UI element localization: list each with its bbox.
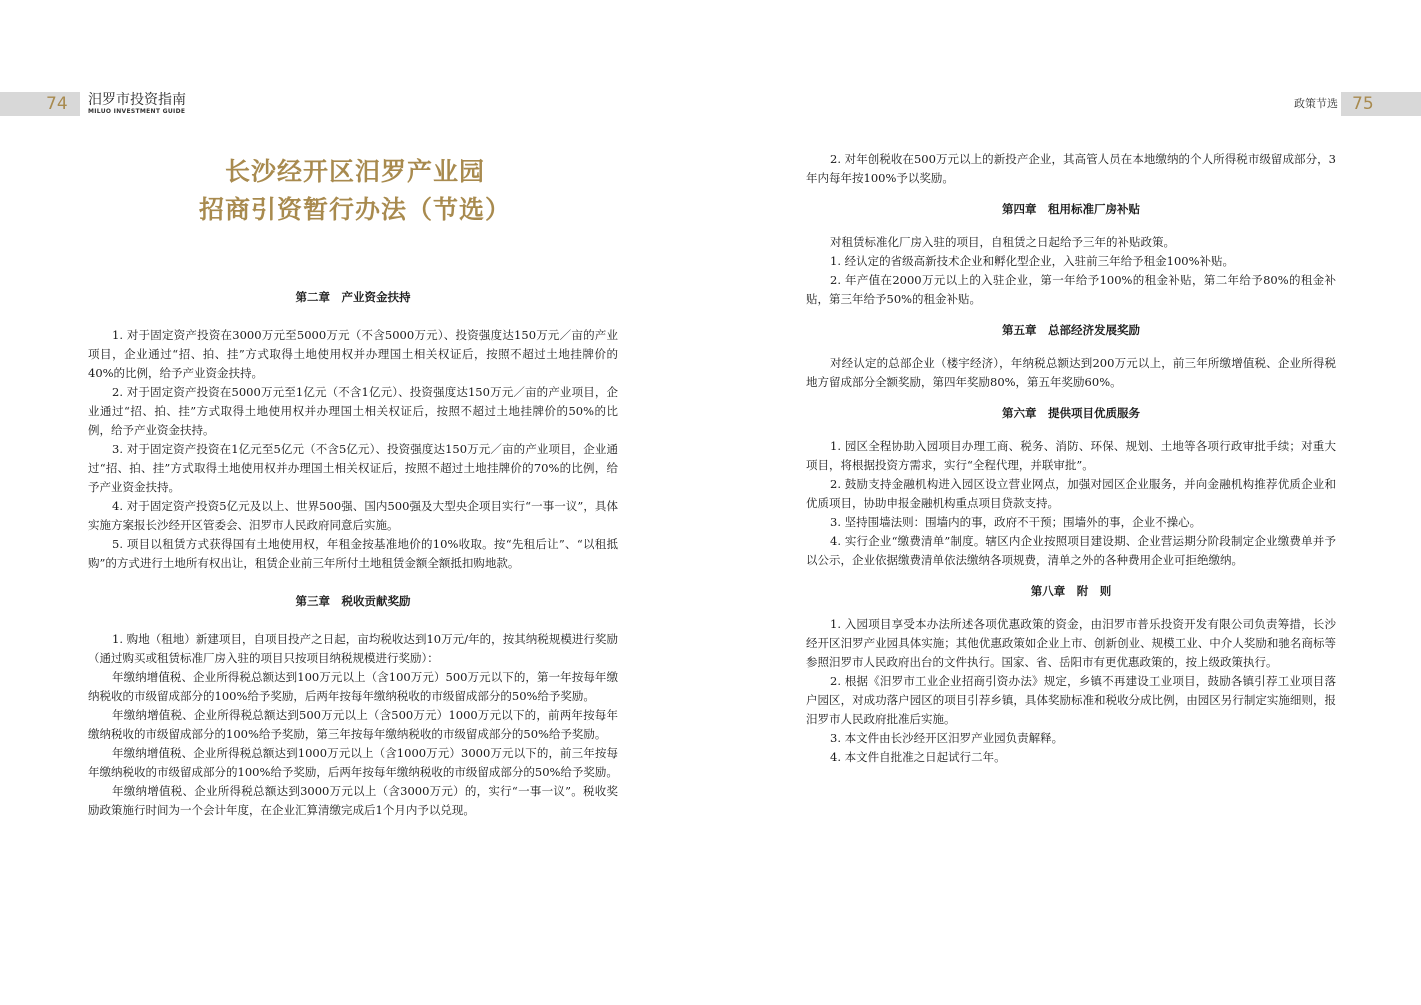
paragraph: 2. 年产值在2000万元以上的入驻企业，第一年给予100%的租金补贴，第二年给予80%的租金补贴，第三年给予50%的租金补贴。 <box>806 273 1336 306</box>
paragraph: 年缴纳增值税、企业所得税总额达到100万元以上（含100万元）500万元以下的，第一年按每年缴纳税收的市级留成部分的100%给予奖励，后两年按每年缴纳税收的市级留成部分的50%给予奖励。 <box>88 670 618 703</box>
paragraph: 5. 项目以租赁方式获得国有土地使用权，年租金按基准地价的10%收取。按“先租后让”、“以租抵购”的方式进行土地所有权出让，租赁企业前三年所付土地租赁金额全额抵扣购地款。 <box>88 537 618 570</box>
paragraph: 2. 鼓励支持金融机构进入园区设立营业网点，加强对园区企业服务，并向金融机构推荐优质企业和优质项目，协助申报金融机构重点项目贷款支持。 <box>806 477 1336 510</box>
left-header-bar <box>0 92 80 116</box>
paragraph: 年缴纳增值税、企业所得税总额达到500万元以上（含500万元）1000万元以下的，前两年按每年缴纳税收的市级留成部分的100%给予奖励，第三年按每年缴纳税收的市级留成部分的50%给予奖励。 <box>88 708 618 741</box>
book-title: 汨罗市投资指南 <box>88 92 186 108</box>
chapter-heading: 第二章 产业资金扶持 <box>295 290 411 304</box>
left-column <box>88 288 618 820</box>
paragraph: 3. 坚持围墙法则：围墙内的事，政府不干预；围墙外的事，企业不操心。 <box>830 515 1202 529</box>
right-page-number: 75 <box>1352 94 1374 114</box>
paragraph: 对租赁标准化厂房入驻的项目，自租赁之日起给予三年的补贴政策。 <box>830 235 1175 249</box>
paragraph: 3. 本文件由长沙经开区汨罗产业园负责解释。 <box>830 731 1064 745</box>
paragraph: 2. 对于固定资产投资在5000万元至1亿元（不含1亿元）、投资强度达150万元／亩的产业项目，企业通过“招、拍、挂”方式取得土地使用权并办理国土相关权证后，按照不超过土地挂牌价的50%的比例，给予产业资金扶持。 <box>88 385 618 437</box>
chapter-heading: 第八章 附 则 <box>1030 584 1112 598</box>
paragraph: 3. 对于固定资产投资在1亿元至5亿元（不含5亿元）、投资强度达150万元／亩的产业项目，企业通过“招、拍、挂”方式取得土地使用权并办理国土相关权证后，按照不超过土地挂牌价的70%的比例，给予产业资金扶持。 <box>88 442 618 494</box>
paragraph: 年缴纳增值税、企业所得税总额达到1000万元以上（含1000万元）3000万元以下的，前三年按每年缴纳税收的市级留成部分的100%给予奖励，后两年按每年缴纳税收的市级留成部分的50%给予奖励。 <box>88 746 618 779</box>
paragraph: 4. 对于固定资产投资5亿元及以上、世界500强、国内500强及大型央企项目实行“一事一议”，具体实施方案报长沙经开区管委会、汨罗市人民政府同意后实施。 <box>88 499 618 532</box>
paragraph: 1. 入园项目享受本办法所述各项优惠政策的资金，由汨罗市普乐投资开发有限公司负责筹措，长沙经开区汨罗产业园具体实施；其他优惠政策如企业上市、创新创业、规模工业、中介人奖励和驰名商标等参照汨罗市人民政府出台的文件执行。国家、省、岳阳市有更优惠政策的，按上级政策执行。 <box>806 617 1336 669</box>
main-title-line1: 长沙经开区汨罗产业园 <box>224 157 485 186</box>
paragraph: 4. 本文件自批准之日起试行二年。 <box>830 750 1006 764</box>
chapter-heading: 第四章 租用标准厂房补贴 <box>1002 202 1140 216</box>
paragraph: 年缴纳增值税、企业所得税总额达到3000万元以上（含3000万元）的，实行“一事一议”。税收奖励政策施行时间为一个会计年度，在企业汇算清缴完成后1个月内予以兑现。 <box>88 784 618 817</box>
paragraph: 2. 对年创税收在500万元以上的新投产企业，其高管人员在本地缴纳的个人所得税市级留成部分，3年内每年按100%予以奖励。 <box>806 152 1336 185</box>
right-column <box>806 150 1336 767</box>
chapter-heading: 第五章 总部经济发展奖励 <box>1002 323 1140 337</box>
main-title-line2: 招商引资暂行办法（节选） <box>198 195 511 224</box>
chapter-heading: 第六章 提供项目优质服务 <box>1002 406 1140 420</box>
paragraph: 1. 对于固定资产投资在3000万元至5000万元（不含5000万元）、投资强度达150万元／亩的产业项目，企业通过“招、拍、挂”方式取得土地使用权并办理国土相关权证后，按照不超过土地挂牌价的40%的比例，给予产业资金扶持。 <box>88 328 618 380</box>
paragraph: 1. 经认定的省级高新技术企业和孵化型企业，入驻前三年给予租金100%补贴。 <box>830 254 1235 268</box>
paragraph: 2. 根据《汨罗市工业企业招商引资办法》规定，乡镇不再建设工业项目，鼓励各镇引荐工业项目落户园区，对成功落户园区的项目引荐乡镇，具体奖励标准和税收分成比例，由园区另行制定实施细则，报汨罗市人民政府批准后实施。 <box>806 674 1336 726</box>
paragraph: 4. 实行企业“缴费清单”制度。辖区内企业按照项目建设期、企业营运期分阶段制定企业缴费单并予以公示，企业依据缴费清单依法缴纳各项规费，清单之外的各种费用企业可拒绝缴纳。 <box>806 534 1336 567</box>
paragraph: 对经认定的总部企业（楼宇经济），年纳税总额达到200万元以上，前三年所缴增值税、企业所得税地方留成部分全额奖励，第四年奖励80%，第五年奖励60%。 <box>806 356 1336 389</box>
left-page-number: 74 <box>46 94 68 114</box>
paragraph: 1. 园区全程协助入园项目办理工商、税务、消防、环保、规划、土地等各项行政审批手续；对重大项目，将根据投资方需求，实行“全程代理，并联审批”。 <box>806 439 1336 472</box>
section-label: 政策节选 <box>1294 97 1338 110</box>
chapter-heading: 第三章 税收贡献奖励 <box>295 594 411 608</box>
paragraph: 1. 购地（租地）新建项目，自项目投产之日起，亩均税收达到10万元/年的，按其纳税规模进行奖励（通过购买或租赁标准厂房入驻的项目只按项目纳税规模进行奖励）： <box>88 632 618 665</box>
book-subtitle: MILUO INVESTMENT GUIDE <box>88 108 186 115</box>
